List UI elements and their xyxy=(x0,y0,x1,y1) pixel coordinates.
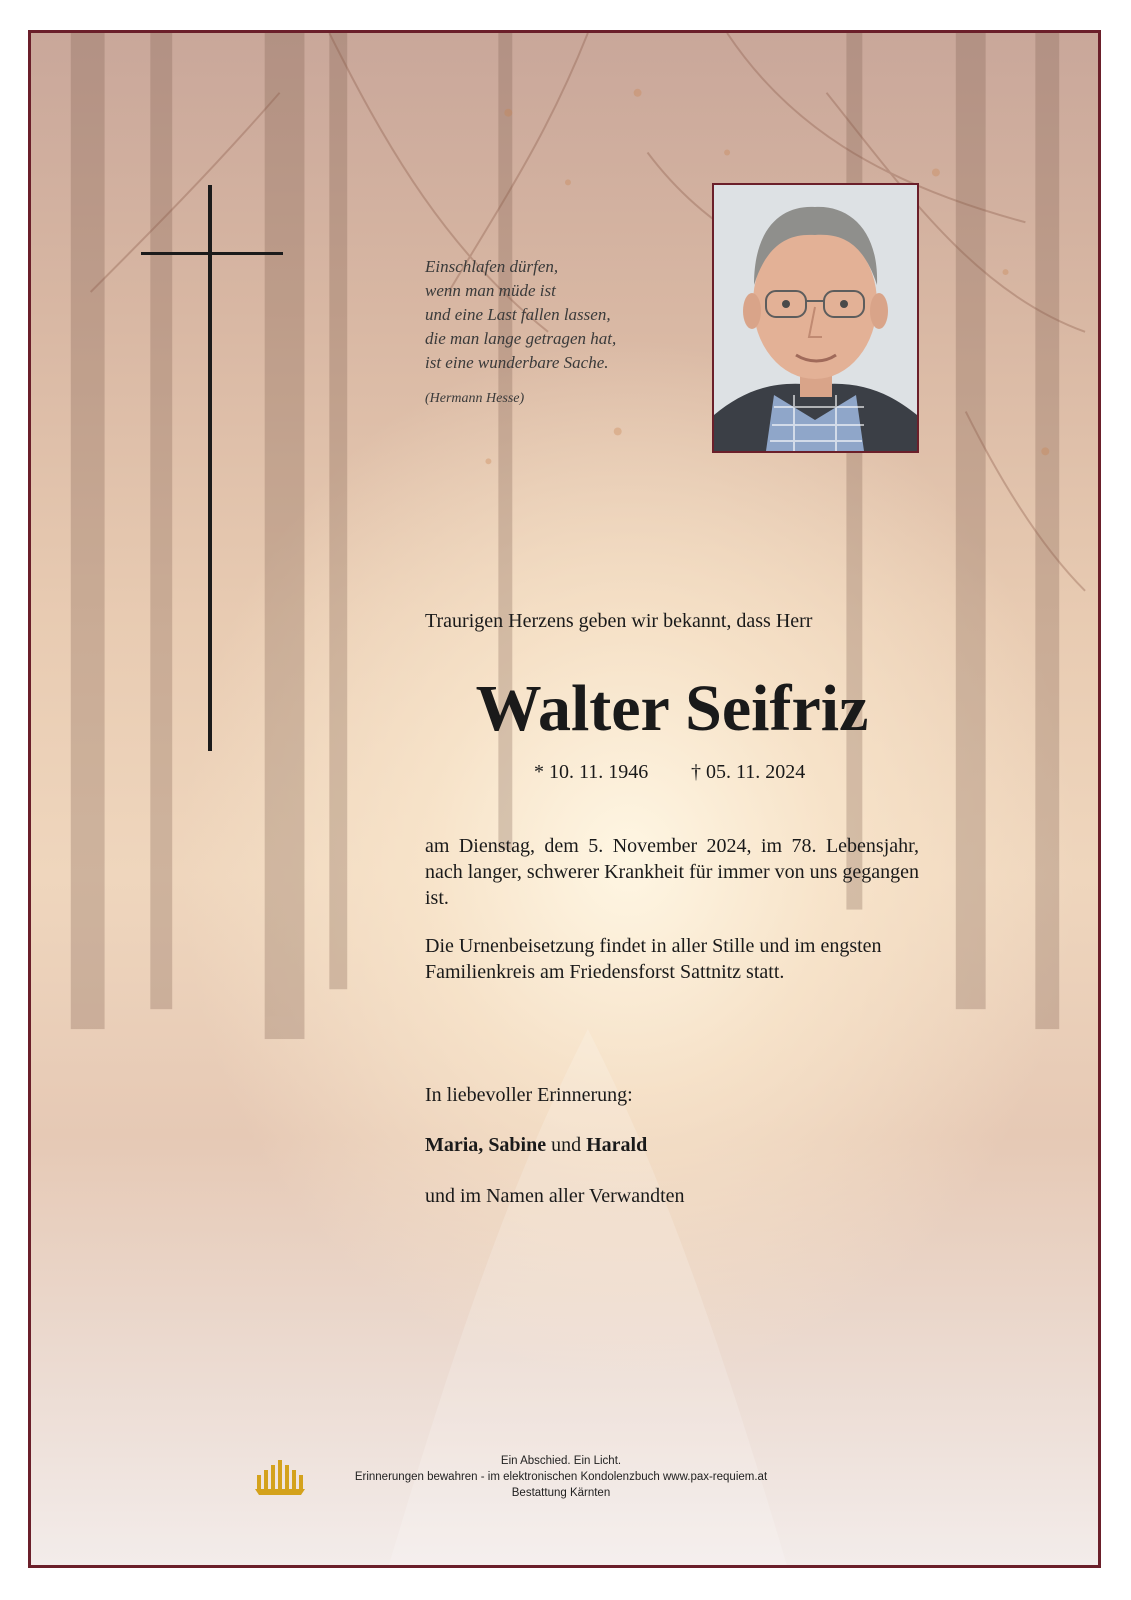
burial-paragraph: Die Urnenbeisetzung findet in aller Stille und im engsten Familienkreis am Friedensforst Sattnitz statt. xyxy=(425,935,882,983)
footer-condolence-link[interactable]: Erinnerungen bewahren - im elektronischen Kondolenzbuch www.pax-requiem.at xyxy=(354,1471,768,1483)
family-name: Sabine xyxy=(488,1134,547,1156)
memory-line: In liebevoller Erinnerung: xyxy=(425,1084,633,1106)
quote-line: die man lange getragen hat, xyxy=(425,329,617,348)
relatives-line: und im Namen aller Verwandten xyxy=(425,1185,685,1207)
birth-date: * 10. 11. 1946 xyxy=(534,761,649,783)
footer xyxy=(311,1453,811,1501)
quote-line: wenn man müde ist xyxy=(425,281,556,300)
family-name: Maria, xyxy=(425,1134,484,1156)
page-frame xyxy=(28,30,1101,1568)
deceased-name: Walter Seifriz xyxy=(475,672,869,745)
quote xyxy=(425,255,616,375)
passing-paragraph: am Dienstag, dem 5. November 2024, im 78. Lebensjahr, nach langer, schwerer Krankheit für immer von uns gegangen ist. xyxy=(425,835,920,909)
cross-vertical-bar xyxy=(208,185,212,751)
announcement-intro: Traurigen Herzens geben wir bekannt, dass Herr xyxy=(425,610,813,632)
family-names xyxy=(425,1134,647,1157)
quote-line: und eine Last fallen lassen, xyxy=(425,305,611,324)
quote-line: ist eine wunderbare Sache. xyxy=(425,353,609,372)
candles-logo-icon xyxy=(253,1455,307,1495)
quote-line: Einschlafen dürfen, xyxy=(425,257,559,276)
footer-company: Bestattung Kärnten xyxy=(511,1487,611,1499)
portrait-photo xyxy=(712,183,919,453)
quote-author: (Hermann Hesse) xyxy=(425,391,525,406)
family-conjunction: und xyxy=(551,1134,582,1156)
death-date: † 05. 11. 2024 xyxy=(691,761,806,783)
footer-tagline: Ein Abschied. Ein Licht. xyxy=(500,1455,622,1467)
cross-horizontal-bar xyxy=(141,252,283,255)
family-name: Harald xyxy=(586,1134,648,1156)
